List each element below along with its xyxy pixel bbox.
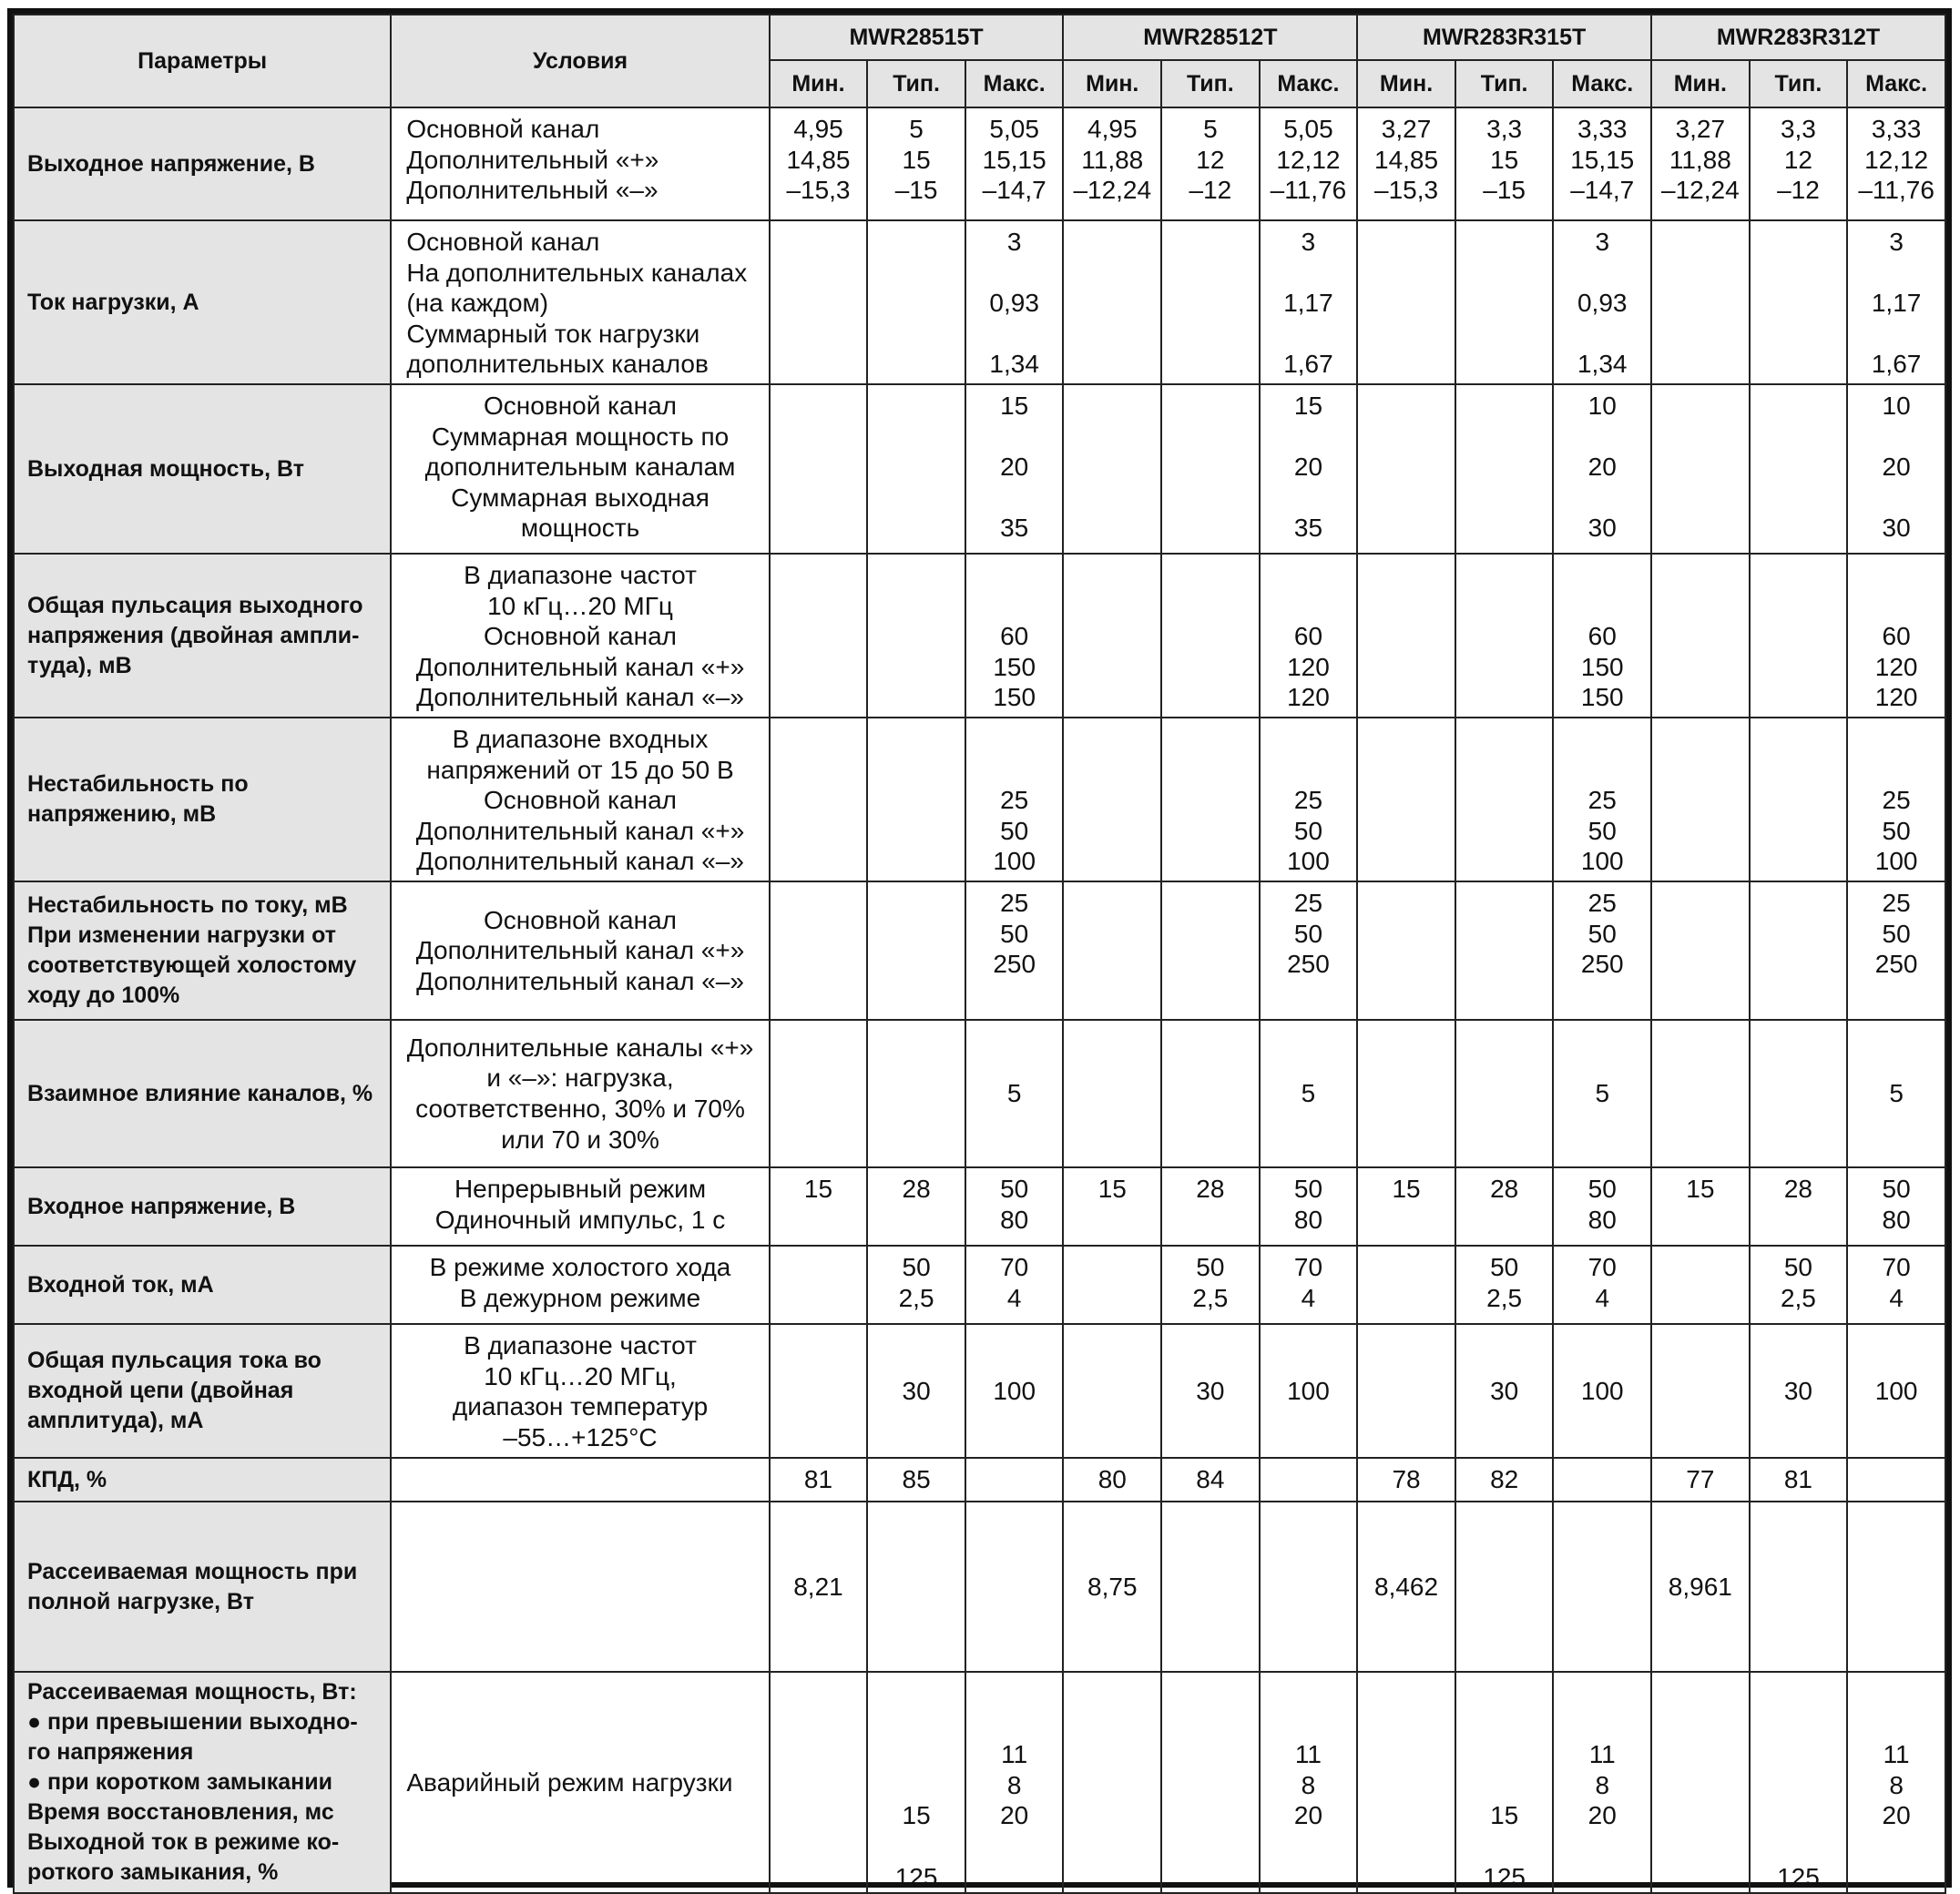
value-cell bbox=[1357, 718, 1455, 881]
value-cell: 60 120 120 bbox=[1260, 554, 1358, 718]
value-cell bbox=[1651, 1324, 1750, 1458]
parameter-cell: Рассеиваемая мощность, Вт: ● при превышении выходно- го напряжения ● при коротком замыкании Время восстановления, мс Выходной ток в режиме ко- роткого замыкания, % bbox=[14, 1672, 391, 1893]
value-cell bbox=[1357, 1672, 1455, 1893]
condition-cell: Дополнительные каналы «+» и «–»: нагрузка, соответственно, 30% и 70% или 70 и 30% bbox=[391, 1020, 769, 1167]
header-min: Мин. bbox=[770, 60, 868, 107]
value-cell bbox=[1357, 1246, 1455, 1324]
value-cell: 30 bbox=[1161, 1324, 1260, 1458]
value-cell: 5,05 15,15 –14,7 bbox=[965, 107, 1064, 220]
value-cell: 70 4 bbox=[1553, 1246, 1651, 1324]
value-cell: 5 15 –15 bbox=[867, 107, 965, 220]
value-cell bbox=[1750, 1020, 1848, 1167]
value-cell bbox=[770, 1672, 868, 1893]
value-cell: 70 4 bbox=[1260, 1246, 1358, 1324]
header-min: Мин. bbox=[1063, 60, 1161, 107]
value-cell bbox=[1455, 554, 1554, 718]
value-cell bbox=[1455, 718, 1554, 881]
table-row bbox=[14, 1324, 1945, 1458]
value-cell bbox=[1750, 881, 1848, 1020]
value-cell: 100 bbox=[1553, 1324, 1651, 1458]
value-cell: 60 150 150 bbox=[965, 554, 1064, 718]
value-cell bbox=[1161, 1672, 1260, 1893]
value-cell: 50 80 bbox=[965, 1167, 1064, 1246]
value-cell: 5 bbox=[1260, 1020, 1358, 1167]
value-cell: 3,3 12 –12 bbox=[1750, 107, 1848, 220]
value-cell bbox=[1847, 1458, 1945, 1502]
value-cell: 30 bbox=[867, 1324, 965, 1458]
value-cell bbox=[770, 554, 868, 718]
value-cell: 50 2,5 bbox=[1750, 1246, 1848, 1324]
parameter-cell: Взаимное влияние каналов, % bbox=[14, 1020, 391, 1167]
value-cell bbox=[1357, 1020, 1455, 1167]
value-cell bbox=[867, 1020, 965, 1167]
value-cell bbox=[770, 718, 868, 881]
value-cell: 3,3 15 –15 bbox=[1455, 107, 1554, 220]
condition-cell: В диапазоне частот 10 кГц…20 МГц Основной канал Дополнительный канал «+» Дополнительный канал «–» bbox=[391, 554, 769, 718]
value-cell bbox=[1750, 384, 1848, 554]
value-cell bbox=[1063, 881, 1161, 1020]
value-cell: 25 50 100 bbox=[1847, 718, 1945, 881]
value-cell: 85 bbox=[867, 1458, 965, 1502]
value-cell bbox=[1651, 384, 1750, 554]
table-row bbox=[14, 384, 1945, 554]
value-cell: 80 bbox=[1063, 1458, 1161, 1502]
table-row bbox=[14, 1167, 1945, 1246]
value-cell: 3,33 12,12 –11,76 bbox=[1847, 107, 1945, 220]
value-cell bbox=[1063, 384, 1161, 554]
value-cell bbox=[770, 1020, 868, 1167]
value-cell: 3,33 15,15 –14,7 bbox=[1553, 107, 1651, 220]
header-typ: Тип. bbox=[867, 60, 965, 107]
table-row bbox=[14, 107, 1945, 220]
value-cell: 3,27 14,85 –15,3 bbox=[1357, 107, 1455, 220]
condition-cell: Аварийный режим нагрузки bbox=[391, 1672, 769, 1893]
spec-table bbox=[13, 14, 1946, 1894]
value-cell: 50 80 bbox=[1553, 1167, 1651, 1246]
value-cell bbox=[867, 881, 965, 1020]
table-row bbox=[14, 1020, 1945, 1167]
value-cell: 3 0,93 1,34 bbox=[1553, 220, 1651, 384]
value-cell: 15 20 35 bbox=[1260, 384, 1358, 554]
value-cell: 60 150 150 bbox=[1553, 554, 1651, 718]
value-cell: 25 50 250 bbox=[1847, 881, 1945, 1020]
value-cell: 25 50 250 bbox=[1553, 881, 1651, 1020]
value-cell: 15 125 bbox=[867, 1672, 965, 1893]
value-cell bbox=[965, 1458, 1064, 1502]
value-cell bbox=[1063, 1324, 1161, 1458]
value-cell: 8,21 bbox=[770, 1502, 868, 1672]
header-max: Макс. bbox=[1260, 60, 1358, 107]
value-cell bbox=[1847, 1502, 1945, 1672]
value-cell: 100 bbox=[1847, 1324, 1945, 1458]
value-cell bbox=[867, 220, 965, 384]
header-typ: Тип. bbox=[1161, 60, 1260, 107]
condition-cell: В диапазоне частот 10 кГц…20 МГц, диапазон температур –55…+125°С bbox=[391, 1324, 769, 1458]
value-cell bbox=[770, 384, 868, 554]
value-cell: 50 80 bbox=[1847, 1167, 1945, 1246]
value-cell: 25 50 250 bbox=[965, 881, 1064, 1020]
parameter-cell: Входное напряжение, В bbox=[14, 1167, 391, 1246]
value-cell: 15 125 bbox=[1455, 1672, 1554, 1893]
value-cell bbox=[867, 718, 965, 881]
condition-cell: Непрерывный режим Одиночный импульс, 1 с bbox=[391, 1167, 769, 1246]
value-cell: 15 bbox=[1651, 1167, 1750, 1246]
value-cell: 50 80 bbox=[1260, 1167, 1358, 1246]
value-cell bbox=[770, 1324, 868, 1458]
value-cell bbox=[1357, 554, 1455, 718]
parameter-cell: Нестабильность по току, мВ При изменении нагрузки от соответствующей холостому ходу до 100% bbox=[14, 881, 391, 1020]
table-row bbox=[14, 881, 1945, 1020]
value-cell: 25 50 100 bbox=[1260, 718, 1358, 881]
parameter-cell: Рассеиваемая мощность при полной нагрузке, Вт bbox=[14, 1502, 391, 1672]
value-cell: 3 1,17 1,67 bbox=[1260, 220, 1358, 384]
value-cell: 3 0,93 1,34 bbox=[965, 220, 1064, 384]
table-row bbox=[14, 1672, 1945, 1893]
header-max: Макс. bbox=[1553, 60, 1651, 107]
value-cell: 50 2,5 bbox=[1161, 1246, 1260, 1324]
condition-cell: Основной канал Суммарная мощность по дополнительным каналам Суммарная выходная мощность bbox=[391, 384, 769, 554]
header-typ: Тип. bbox=[1455, 60, 1554, 107]
parameter-cell: Ток нагрузки, А bbox=[14, 220, 391, 384]
spec-table-frame bbox=[7, 8, 1952, 1891]
value-cell bbox=[1063, 554, 1161, 718]
value-cell bbox=[770, 1246, 868, 1324]
condition-cell bbox=[391, 1502, 769, 1672]
value-cell bbox=[867, 554, 965, 718]
value-cell: 25 50 100 bbox=[1553, 718, 1651, 881]
value-cell bbox=[1161, 1502, 1260, 1672]
value-cell: 10 20 30 bbox=[1553, 384, 1651, 554]
value-cell bbox=[1357, 1324, 1455, 1458]
value-cell bbox=[1455, 881, 1554, 1020]
parameter-cell: Выходная мощность, Вт bbox=[14, 384, 391, 554]
value-cell bbox=[1455, 1502, 1554, 1672]
value-cell: 60 120 120 bbox=[1847, 554, 1945, 718]
value-cell bbox=[1651, 220, 1750, 384]
value-cell: 50 2,5 bbox=[867, 1246, 965, 1324]
table-row bbox=[14, 1246, 1945, 1324]
value-cell: 5 12 –12 bbox=[1161, 107, 1260, 220]
value-cell bbox=[1063, 718, 1161, 881]
value-cell bbox=[1651, 554, 1750, 718]
value-cell bbox=[1357, 881, 1455, 1020]
value-cell: 11 8 20 bbox=[965, 1672, 1064, 1893]
value-cell: 77 bbox=[1651, 1458, 1750, 1502]
value-cell: 28 bbox=[1161, 1167, 1260, 1246]
value-cell bbox=[1553, 1502, 1651, 1672]
value-cell: 11 8 20 bbox=[1553, 1672, 1651, 1893]
condition-cell: В режиме холостого хода В дежурном режиме bbox=[391, 1246, 769, 1324]
value-cell bbox=[1161, 220, 1260, 384]
value-cell bbox=[1260, 1458, 1358, 1502]
value-cell bbox=[1750, 554, 1848, 718]
value-cell: 4,95 14,85 –15,3 bbox=[770, 107, 868, 220]
value-cell bbox=[1161, 881, 1260, 1020]
value-cell bbox=[1357, 220, 1455, 384]
value-cell: 70 4 bbox=[965, 1246, 1064, 1324]
value-cell: 81 bbox=[1750, 1458, 1848, 1502]
value-cell: 125 bbox=[1750, 1672, 1848, 1893]
value-cell bbox=[965, 1502, 1064, 1672]
value-cell bbox=[1750, 220, 1848, 384]
condition-cell: В диапазоне входных напряжений от 15 до 50 В Основной канал Дополнительный канал «+» Дополнительный канал «–» bbox=[391, 718, 769, 881]
value-cell: 28 bbox=[1455, 1167, 1554, 1246]
value-cell: 8,462 bbox=[1357, 1502, 1455, 1672]
table-row bbox=[14, 718, 1945, 881]
header-max: Макс. bbox=[965, 60, 1064, 107]
value-cell: 82 bbox=[1455, 1458, 1554, 1502]
value-cell: 5,05 12,12 –11,76 bbox=[1260, 107, 1358, 220]
header-parameters: Параметры bbox=[14, 15, 391, 107]
parameter-cell: Входной ток, мА bbox=[14, 1246, 391, 1324]
value-cell bbox=[1161, 718, 1260, 881]
header-model: MWR283R312T bbox=[1651, 15, 1945, 60]
value-cell bbox=[1651, 1020, 1750, 1167]
value-cell: 5 bbox=[965, 1020, 1064, 1167]
header-model: MWR283R315T bbox=[1357, 15, 1651, 60]
value-cell: 10 20 30 bbox=[1847, 384, 1945, 554]
header-conditions: Условия bbox=[391, 15, 769, 107]
value-cell: 15 bbox=[770, 1167, 868, 1246]
parameter-cell: КПД, % bbox=[14, 1458, 391, 1502]
value-cell bbox=[1063, 1020, 1161, 1167]
value-cell: 28 bbox=[867, 1167, 965, 1246]
value-cell: 4,95 11,88 –12,24 bbox=[1063, 107, 1161, 220]
value-cell: 81 bbox=[770, 1458, 868, 1502]
value-cell bbox=[1750, 718, 1848, 881]
value-cell: 25 50 250 bbox=[1260, 881, 1358, 1020]
value-cell: 5 bbox=[1847, 1020, 1945, 1167]
parameter-cell: Выходное напряжение, В bbox=[14, 107, 391, 220]
value-cell bbox=[1651, 1672, 1750, 1893]
header-min: Мин. bbox=[1357, 60, 1455, 107]
table-row bbox=[14, 1458, 1945, 1502]
header-typ: Тип. bbox=[1750, 60, 1848, 107]
value-cell bbox=[1161, 384, 1260, 554]
value-cell bbox=[1063, 1672, 1161, 1893]
parameter-cell: Общая пульсация выходного напряжения (двойная ампли- туда), мВ bbox=[14, 554, 391, 718]
parameter-cell: Нестабильность по напряжению, мВ bbox=[14, 718, 391, 881]
value-cell bbox=[1161, 1020, 1260, 1167]
value-cell bbox=[1455, 220, 1554, 384]
value-cell bbox=[867, 1502, 965, 1672]
value-cell: 11 8 20 bbox=[1260, 1672, 1358, 1893]
value-cell bbox=[1553, 1458, 1651, 1502]
value-cell: 78 bbox=[1357, 1458, 1455, 1502]
value-cell: 25 50 100 bbox=[965, 718, 1064, 881]
value-cell bbox=[770, 881, 868, 1020]
value-cell bbox=[1455, 384, 1554, 554]
value-cell bbox=[1651, 881, 1750, 1020]
value-cell bbox=[1357, 384, 1455, 554]
value-cell bbox=[867, 384, 965, 554]
header-min: Мин. bbox=[1651, 60, 1750, 107]
value-cell bbox=[1063, 1246, 1161, 1324]
value-cell: 15 bbox=[1357, 1167, 1455, 1246]
table-row bbox=[14, 1502, 1945, 1672]
value-cell: 3,27 11,88 –12,24 bbox=[1651, 107, 1750, 220]
value-cell: 3 1,17 1,67 bbox=[1847, 220, 1945, 384]
condition-cell: Основной канал На дополнительных каналах (на каждом) Суммарный ток нагрузки дополнительных каналов bbox=[391, 220, 769, 384]
value-cell: 28 bbox=[1750, 1167, 1848, 1246]
value-cell: 11 8 20 bbox=[1847, 1672, 1945, 1893]
value-cell bbox=[770, 220, 868, 384]
value-cell bbox=[1260, 1502, 1358, 1672]
table-row bbox=[14, 220, 1945, 384]
value-cell: 50 2,5 bbox=[1455, 1246, 1554, 1324]
header-max: Макс. bbox=[1847, 60, 1945, 107]
value-cell: 8,961 bbox=[1651, 1502, 1750, 1672]
condition-cell: Основной канал Дополнительный «+» Дополнительный «–» bbox=[391, 107, 769, 220]
value-cell: 70 4 bbox=[1847, 1246, 1945, 1324]
value-cell: 8,75 bbox=[1063, 1502, 1161, 1672]
header-model: MWR28512T bbox=[1063, 15, 1357, 60]
value-cell: 5 bbox=[1553, 1020, 1651, 1167]
value-cell bbox=[1651, 718, 1750, 881]
value-cell bbox=[1161, 554, 1260, 718]
condition-cell bbox=[391, 1458, 769, 1502]
value-cell: 15 bbox=[1063, 1167, 1161, 1246]
value-cell bbox=[1063, 220, 1161, 384]
parameter-cell: Общая пульсация тока во входной цепи (двойная амплитуда), мА bbox=[14, 1324, 391, 1458]
value-cell bbox=[1455, 1020, 1554, 1167]
value-cell bbox=[1750, 1502, 1848, 1672]
condition-cell: Основной канал Дополнительный канал «+» Дополнительный канал «–» bbox=[391, 881, 769, 1020]
value-cell: 15 20 35 bbox=[965, 384, 1064, 554]
value-cell: 100 bbox=[965, 1324, 1064, 1458]
value-cell: 84 bbox=[1161, 1458, 1260, 1502]
table-row bbox=[14, 554, 1945, 718]
value-cell bbox=[1651, 1246, 1750, 1324]
value-cell: 30 bbox=[1750, 1324, 1848, 1458]
value-cell: 100 bbox=[1260, 1324, 1358, 1458]
header-model: MWR28515T bbox=[770, 15, 1064, 60]
value-cell: 30 bbox=[1455, 1324, 1554, 1458]
